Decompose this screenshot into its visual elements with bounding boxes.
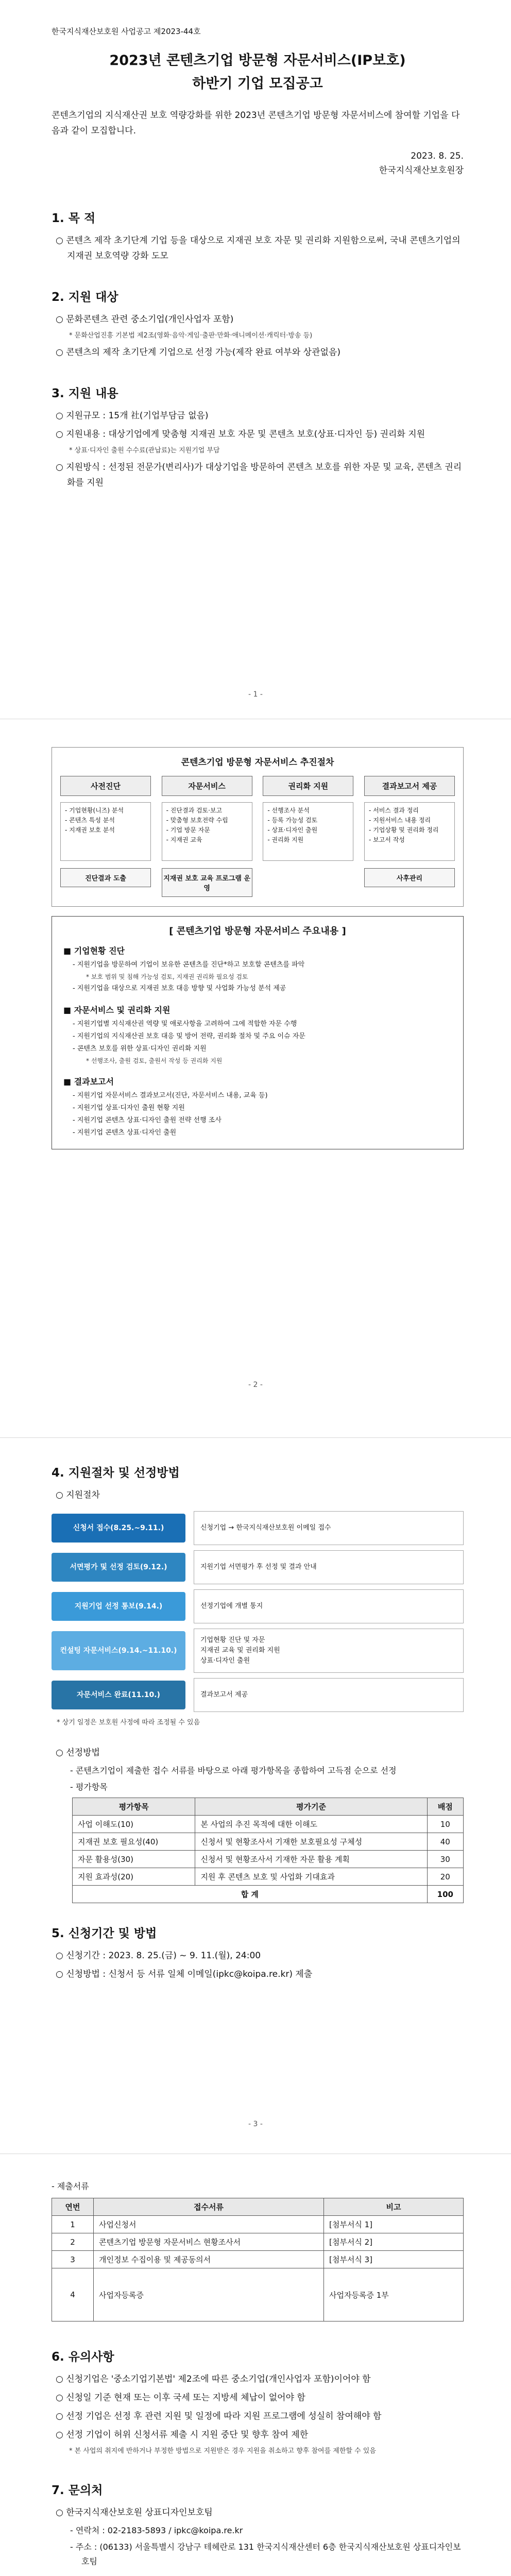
table-cell: 4 [52,2268,94,2321]
diagram-column-body: - 기업현황(니즈) 분석 - 콘텐츠 특성 분석 - 지재권 보호 분석 [60,802,151,861]
procedure-step-label: 신청서 접수(8.25.~9.11.) [52,1514,185,1543]
announce-date: 2023. 8. 25. [411,151,464,161]
table-cell: 사업자등록증 1부 [324,2268,464,2321]
s3-item: ○ 지원내용 : 대상기업에게 맞춤형 지재권 보호 자문 및 콘텐츠 보호(상표·디자인 등) 권리화 지원 [56,429,425,439]
service-line: - 지원기업 상표·디자인 출원 현황 지원 [73,1104,185,1112]
page-number: - 3 - [248,2120,263,2128]
diagram-column-foot: 사후관리 [364,868,455,887]
service-summary-box [52,916,464,1149]
intro-text: 콘텐츠기업의 지식재산권 보호 역량강화를 위한 2023년 콘텐츠기업 방문형 자문서비스에 참여할 기업을 다음과 같이 모집합니다. [52,110,460,136]
s2-item: ○ 콘텐츠의 제작 초기단계 기업으로 선정 가능(제작 완료 여부와 상관없음) [56,347,340,358]
s6-note: * 본 사업의 취지에 반하거나 부정한 방법으로 지원받은 경우 지원을 취소하고 향후 참여를 제한할 수 있음 [69,2447,376,2455]
page-2 [52,747,464,1149]
issuer: 한국지식재산보호원장 [379,165,464,176]
service-subline: * 선행조사, 출원 검토, 출원서 작성 등 권리화 지원 [86,1057,223,1064]
diagram-column-head: 사전진단 [60,776,151,796]
table-cell: 신청서 및 현황조사서 기재한 보호필요성 구체성 [195,1833,427,1851]
procedure-step [52,1589,464,1623]
table-row [52,2268,464,2321]
table-row [73,1851,464,1868]
section-3-heading: 3. 지원 내용 [52,387,118,400]
procedure-step-desc: 선정기업에 개별 통지 [194,1589,464,1623]
s7-address: - 주소 : (06133) 서울특별시 강남구 테헤란로 131 한국지식재산센터 6층 한국지식재산보호원 상표디자인보호팀 [70,2542,461,2566]
service-summary-title: [ 콘텐츠기업 방문형 자문서비스 주요내용 ] [169,926,346,937]
s6-item: ○ 신청일 기준 현재 또는 이후 국세 또는 지방세 체납이 없어야 함 [56,2393,305,2403]
diagram-column-body: - 진단결과 검토·보고 - 맞춤형 보호전략 수립 - 기업 방문 자문 - 지재권 교육 [162,802,252,861]
table-cell: 사업신청서 [94,2216,324,2233]
table-row [52,2233,464,2251]
diagram-column [162,776,252,897]
page-number: - 2 - [248,1381,263,1389]
table-cell: [첨부서식 3] [324,2251,464,2268]
s3-note: * 상표·디자인 출원 수수료(관납료)는 지원기업 부담 [69,447,220,454]
page-3 [52,1463,464,1985]
service-line: - 콘텐츠 보호를 위한 상표·디자인 권리화 지원 [73,1045,207,1053]
s7-contact: - 연락처 : 02-2183-5893 / ipkc@koipa.re.kr [70,2526,243,2535]
s4-sub-heading: ○ 지원절차 [56,1490,100,1500]
diagram-column [60,776,151,897]
s6-item: ○ 신청기업은 '중소기업기본법' 제2조에 따른 중소기업(개인사업자 포함)이어야 함 [56,2374,371,2384]
s7-item: ○ 한국지식재산보호원 상표디자인보호팀 [56,2507,213,2518]
procedure-step [52,1550,464,1584]
table-row [73,1868,464,1886]
diagram-column [263,776,353,897]
table-header-row [73,1798,464,1816]
table-cell: 2 [52,2233,94,2251]
section-4-heading: 4. 지원절차 및 선정방법 [52,1466,180,1480]
table-cell: 20 [427,1868,463,1886]
table-cell: 본 사업의 추진 목적에 대한 이해도 [195,1816,427,1833]
s3-item: ○ 지원규모 : 15개 社(기업부담금 없음) [56,411,209,421]
diagram-column-foot: 지재권 보호 교육 프로그램 운영 [162,868,252,897]
table-cell: 30 [427,1851,463,1868]
table-cell: [첨부서식 1] [324,2216,464,2233]
diagram-column-head: 결과보고서 제공 [364,776,455,796]
table-header: 접수서류 [94,2198,324,2216]
table-header: 배점 [427,1798,463,1816]
service-subline: * 보호 범위 및 침해 가능성 검토, 지재권 권리화 필요성 검토 [86,973,248,980]
process-diagram [52,747,464,907]
table-cell: 3 [52,2251,94,2268]
s5-item: ○ 신청기간 : 2023. 8. 25.(금) ~ 9. 11.(월), 24:00 [56,1951,261,1961]
diagram-column-head: 권리화 지원 [263,776,353,796]
eval-label: - 평가항목 [70,1782,108,1792]
service-group-head: ■ 자문서비스 및 권리화 지원 [63,1005,171,1015]
procedure-step-label: 서면평가 및 선정 검토(9.12.) [52,1553,185,1582]
s4-method: - 콘텐츠기업이 제출한 접수 서류를 바탕으로 아래 평가항목을 종합하여 고득점 순으로 선정 [70,1766,397,1775]
table-cell: 10 [427,1816,463,1833]
service-line: - 지원기업 콘텐츠 상표·디자인 출원 전략 선행 조사 [73,1116,222,1124]
table-cell: 100 [427,1886,463,1903]
table-row [73,1816,464,1833]
section-5-heading: 5. 신청기간 및 방법 [52,1927,157,1940]
table-cell: 지재권 보호 필요성(40) [73,1833,195,1851]
procedure-step-label: 지원기업 선정 통보(9.14.) [52,1592,185,1621]
procedure-step [52,1511,464,1545]
table-cell: 콘텐츠기업 방문형 자문서비스 현황조사서 [94,2233,324,2251]
procedure-note: * 상기 일정은 보호원 사정에 따라 조정될 수 있음 [57,1719,200,1726]
table-row [52,2251,464,2268]
doc-title-line2: 하반기 기업 모집공고 [192,76,323,92]
procedure-step-desc: 기업현황 진단 및 자문 지재권 교육 및 권리화 지원 상표·디자인 출원 [194,1629,464,1673]
s4-sub-heading: ○ 선정방법 [56,1748,100,1758]
procedure-step-desc: 결과보고서 제공 [194,1678,464,1712]
service-line: - 지원기업을 방문하여 기업이 보유한 콘텐츠를 진단*하고 보호할 콘텐츠를 파악 [73,961,305,969]
s6-item: ○ 선정 기업은 선정 후 관련 지원 및 일정에 따라 지원 프로그램에 성실히 참여해야 함 [56,2411,382,2421]
table-header: 평가기준 [195,1798,427,1816]
table-cell: 1 [52,2216,94,2233]
table-header: 연번 [52,2198,94,2216]
service-group-head: ■ 결과보고서 [63,1077,114,1087]
procedure-flow [52,1511,464,1712]
procedure-step [52,1678,464,1712]
diagram-column-body: - 선행조사 분석 - 등록 가능성 검토 - 상표·디자인 출원 - 권리화 지원 [263,802,353,861]
table-total-row [73,1886,464,1903]
s5-item: ○ 신청방법 : 신청서 등 서류 일체 이메일(ipkc@koipa.re.kr) 제출 [56,1969,313,1979]
table-cell: 자문 활용성(30) [73,1851,195,1868]
s3-item: ○ 지원방식 : 선정된 전문가(변리사)가 대상기업을 방문하여 콘텐츠 보호를 위한 자문 및 교육, 콘텐츠 권리화를 지원 [56,462,462,488]
procedure-step-desc: 지원기업 서면평가 후 선정 및 결과 안내 [194,1550,464,1584]
s2-note: * 문화산업진흥 기본법 제2조(영화·음악·게임·출판·만화·애니메이션·캐릭터·방송 등) [69,332,313,340]
table-header: 비고 [324,2198,464,2216]
service-line: - 지원기업 자문서비스 결과보고서(진단, 자문서비스 내용, 교육 등) [73,1092,268,1099]
procedure-step-label: 자문서비스 완료(11.10.) [52,1681,185,1709]
page-divider [0,1437,511,1438]
s1-item: ○ 콘텐츠 제작 초기단계 기업 등을 대상으로 지재권 보호 자문 및 권리화 지원함으로써, 국내 콘텐츠기업의 지재권 보호역량 강화 도모 [56,235,461,261]
table-row [52,2216,464,2233]
table-cell: 합 계 [73,1886,428,1903]
table-cell: 사업 이해도(10) [73,1816,195,1833]
table-header: 평가항목 [73,1798,195,1816]
s2-item: ○ 문화콘텐츠 관련 중소기업(개인사업자 포함) [56,314,234,325]
table-header-row [52,2198,464,2216]
eval-table [72,1798,464,1903]
table-cell: [첨부서식 2] [324,2233,464,2251]
table-row [73,1833,464,1851]
docs-table [52,2198,464,2321]
procedure-step-label: 컨설팅 자문서비스(9.14.~11.10.) [52,1631,185,1670]
table-cell: 개인정보 수집이용 및 제공동의서 [94,2251,324,2268]
procedure-step-desc: 신청기업 → 한국지식재산보호원 이메일 접수 [194,1511,464,1545]
doc-number: 한국지식재산보호원 사업공고 제2023-44호 [52,27,201,36]
service-line: - 지원기업의 지식재산권 보호 대응 및 방어 전략, 권리화 절차 및 주요 이슈 자문 [73,1032,305,1040]
table-cell: 지원 후 콘텐츠 보호 및 사업화 기대효과 [195,1868,427,1886]
service-line: - 지원기업을 대상으로 지재권 보호 대응 방향 및 사업화 가능성 분석 제공 [73,985,286,992]
page-number: - 1 - [248,690,263,699]
diagram-column [364,776,455,897]
table-cell: 40 [427,1833,463,1851]
diagram-column-head: 자문서비스 [162,776,252,796]
service-group-head: ■ 기업현황 진단 [63,946,125,956]
docs-label: - 제출서류 [52,2181,89,2191]
section-7-heading: 7. 문의처 [52,2484,103,2497]
page-1 [52,26,464,494]
diagram-column-foot: 진단결과 도출 [60,868,151,887]
page-4 [52,2179,464,2571]
s6-item: ○ 선정 기업이 허위 신청서류 제출 시 지원 중단 및 향후 참여 제한 [56,2430,309,2440]
section-1-heading: 1. 목 적 [52,212,96,225]
section-2-heading: 2. 지원 대상 [52,291,118,304]
diagram-column-body: - 서비스 결과 정리 - 지원서비스 내용 정리 - 기업상황 및 권리화 정리 - 보고서 작성 [364,802,455,861]
procedure-step [52,1629,464,1673]
section-6-heading: 6. 유의사항 [52,2350,114,2364]
service-line: - 지원기업별 지식재산권 역량 및 애로사항을 고려하여 그에 적합한 자문 수행 [73,1020,297,1028]
table-cell: 지원 효과성(20) [73,1868,195,1886]
doc-title-line1: 2023년 콘텐츠기업 방문형 자문서비스(IP보호) [109,53,406,69]
diagram-title: 콘텐츠기업 방문형 자문서비스 추진절차 [181,757,334,768]
service-line: - 지원기업 콘텐츠 상표·디자인 출원 [73,1129,177,1137]
table-cell: 신청서 및 현황조사서 기재한 자문 활용 계획 [195,1851,427,1868]
table-cell: 사업자등록증 [94,2268,324,2321]
